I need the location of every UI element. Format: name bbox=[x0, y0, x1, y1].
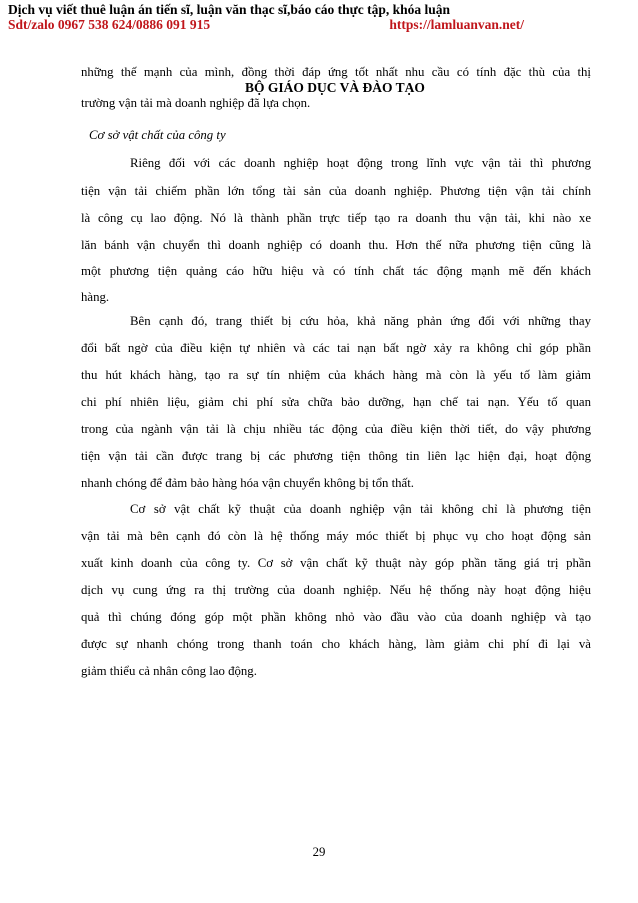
section-heading: Cơ sở vật chất của công ty bbox=[89, 128, 226, 142]
text-line: là công cụ lao động. Nó là thành phần trực tiếp tạo ra doanh thu vận tải, khi nào xe bbox=[81, 211, 591, 225]
text-line: giảm thiểu cả nhân công lao động. bbox=[81, 664, 257, 678]
text-line: nhanh chóng để đảm bảo hàng hóa vận chuyển không bị tổn thất. bbox=[81, 476, 414, 490]
text-line: những thế mạnh của mình, đồng thời đáp ứng tốt nhất nhu cầu có tính đặc thù của thị bbox=[81, 65, 591, 79]
text-line: dịch vụ cung ứng ra thị trường của doanh nghiệp. Nếu hệ thống này hoạt động hiệu bbox=[81, 583, 591, 597]
text-line: thu hút khách hàng, tạo ra sự tín nhiệm của khách hàng mà còn là yếu tố làm giảm bbox=[81, 368, 591, 382]
text-line: Cơ sở vật chất kỹ thuật của doanh nghiệp vận tải không chỉ là phương tiện bbox=[130, 502, 591, 516]
text-line: chi phí nhiên liệu, giảm chi phí sửa chữa bảo dưỡng, hạn chế tai nạn. Yếu tố quan bbox=[81, 395, 591, 409]
text-line: một phương tiện quảng cáo hữu hiệu và có tính chất tác động mạnh mẽ đến khách bbox=[81, 264, 591, 278]
text-line: được sự nhanh chóng trong thanh toán cho khách hàng, làm giảm chi phí đi lại và bbox=[81, 637, 591, 651]
text-line: xuất kinh doanh của công ty. Cơ sở vận chất kỹ thuật này góp phần tăng giá trị phần bbox=[81, 556, 591, 570]
header-service-line: Dịch vụ viết thuê luận án tiến sĩ, luận văn thạc sĩ,báo cáo thực tập, khóa luận bbox=[8, 2, 451, 17]
text-line: tiện vận tải cần được trang bị các phương tiện thông tin liên lạc hiện đại, hoạt động bbox=[81, 449, 591, 463]
text-line: Bên cạnh đó, trang thiết bị cứu hỏa, khả năng phản ứng đối với những thay bbox=[130, 314, 591, 328]
text-line: quả thì chúng đóng góp một phần không nhỏ vào đầu vào của doanh nghiệp và tạo bbox=[81, 610, 591, 624]
text-line: hàng. bbox=[81, 290, 110, 304]
header-url-link[interactable]: https://lamluanvan.net/ bbox=[389, 17, 524, 32]
header-phone: Sdt/zalo 0967 538 624/0886 091 915 bbox=[8, 17, 211, 32]
text-line: Riêng đối với các doanh nghiệp hoạt động trong lĩnh vực vận tải thì phương bbox=[130, 156, 591, 170]
page-number: 29 bbox=[312, 845, 326, 859]
overlay-title: BỘ GIÁO DỤC VÀ ĐÀO TẠO bbox=[245, 80, 425, 95]
text-line: lăn bánh vận chuyển thì doanh nghiệp có doanh thu. Hơn thế nữa phương tiện cũng là bbox=[81, 238, 591, 252]
header-contact-line bbox=[8, 17, 524, 33]
text-line: đổi bất ngờ của điều kiện tự nhiên và các tai nạn bất ngờ xảy ra không chỉ góp phần bbox=[81, 341, 591, 355]
text-line: tiện vận tải chiếm phần lớn tổng tài sản của doanh nghiệp. Phương tiện vận tải chính bbox=[81, 184, 591, 198]
text-line: trong của ngành vận tải là chịu nhiều tác động của điều kiện thời tiết, do vậy phương bbox=[81, 422, 591, 436]
text-line: trường vận tải mà doanh nghiệp đã lựa chọn. bbox=[81, 96, 311, 110]
text-line: vận tải mà bên cạnh đó còn là hệ thống máy móc thiết bị phục vụ cho hoạt động sản bbox=[81, 529, 591, 543]
